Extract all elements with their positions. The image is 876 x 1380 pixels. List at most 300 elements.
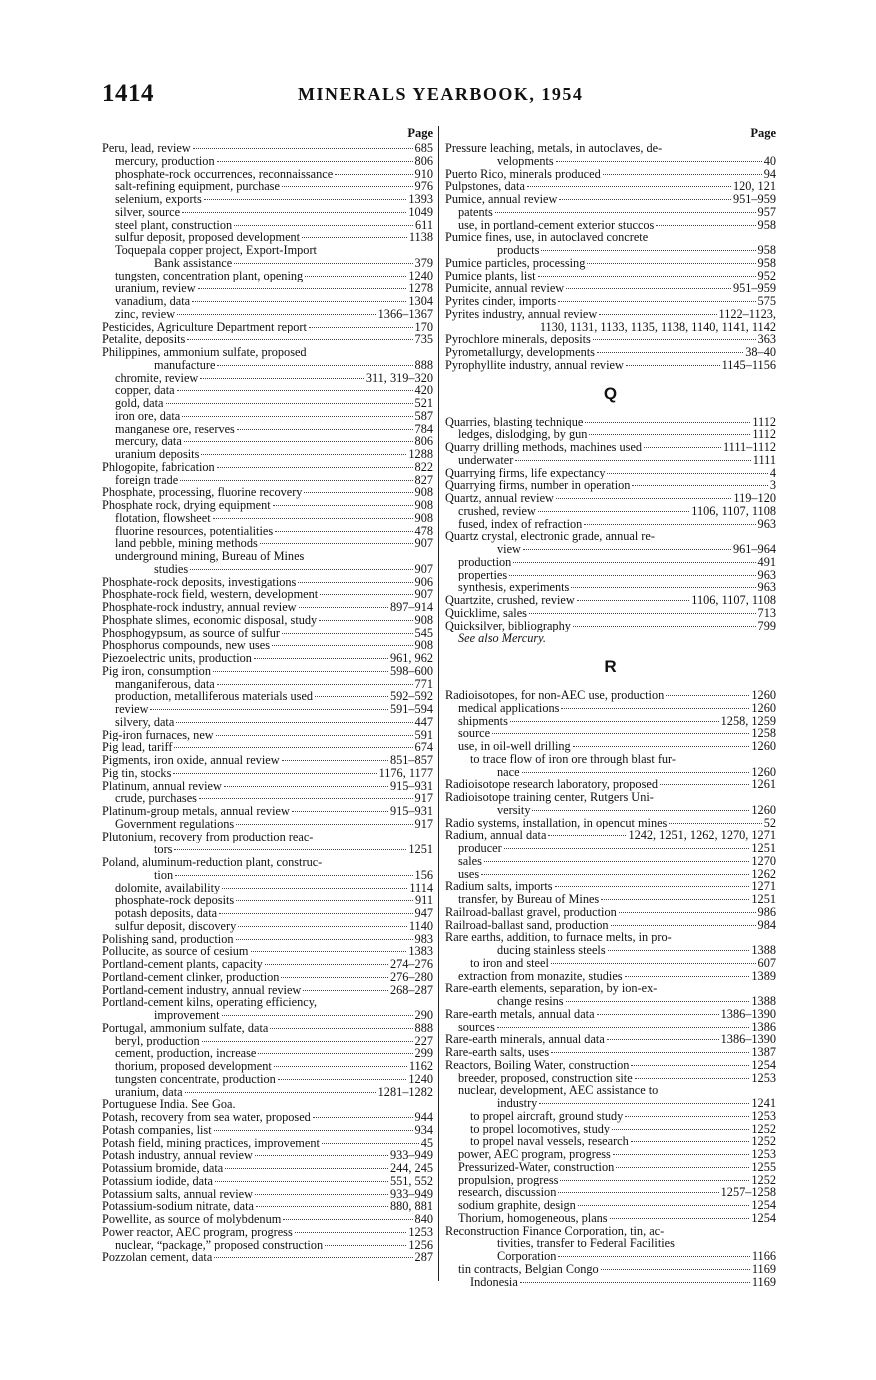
entry-term: improvement [154, 1009, 220, 1022]
dot-leader [660, 784, 749, 785]
entry-term: crude, purchases [115, 792, 197, 805]
dot-leader [584, 524, 755, 525]
entry-pages: 1242, 1251, 1262, 1270, 1271 [628, 829, 776, 842]
index-entry [102, 971, 433, 984]
entry-term: flotation, flowsheet [115, 511, 211, 525]
entry-term: Rare-earth salts, uses [445, 1046, 550, 1059]
entry-pages: 311, 319–320 [365, 371, 433, 385]
entry-term: tion [154, 868, 174, 882]
entry-term: underground mining, Bureau of Mines [115, 550, 305, 563]
dot-leader [335, 174, 412, 175]
index-entry [445, 880, 776, 893]
entry-term: vanadium, data [115, 295, 191, 308]
entry-term: Quarrying firms, life expectancy [445, 466, 606, 480]
entry-term: to propel naval vessels, research [470, 1135, 629, 1148]
dot-leader [608, 950, 750, 951]
entry-term: Piezoelectric units, production [102, 652, 252, 665]
entry-pages: 951–959 [732, 193, 776, 206]
entry-pages: 963 [757, 581, 776, 594]
index-entry [102, 410, 433, 423]
index-entry [102, 1009, 433, 1022]
entry-pages: 1253 [408, 1225, 433, 1239]
running-title: MINERALS YEARBOOK, 1954 [298, 84, 584, 104]
dot-leader [215, 1181, 388, 1182]
entry-term: Poland, aluminum-reduction plant, construc- [102, 856, 323, 869]
entry-term: Phosphogypsum, as source of sulfur [102, 626, 280, 640]
dot-leader [237, 429, 413, 430]
index-entry [445, 1212, 776, 1225]
entry-pages: 1254 [751, 1058, 776, 1072]
dot-leader [644, 447, 721, 448]
index-entry [102, 321, 433, 334]
index-entry [445, 970, 776, 983]
entry-pages: 1393 [408, 193, 433, 206]
dot-leader [597, 352, 743, 353]
index-entry [445, 906, 776, 919]
index-entry [445, 359, 776, 372]
dot-leader [254, 658, 388, 659]
entry-term: See also Mercury. [458, 632, 546, 645]
entry-term: thorium, proposed development [115, 1060, 272, 1073]
index-entry [102, 652, 433, 665]
dot-leader [304, 492, 412, 493]
entry-term: 1130, 1131, 1133, 1135, 1138, 1140, 1141, 1142 [539, 320, 776, 334]
dot-leader [236, 824, 412, 825]
entry-pages: 851–857 [389, 754, 433, 767]
entry-pages: 1278 [408, 282, 433, 295]
index-entry [445, 893, 776, 906]
entry-pages: 915–931 [389, 805, 433, 818]
entry-term: Indonesia [470, 1275, 518, 1289]
dot-leader [201, 454, 406, 455]
entry-term: Phosphate-rock field, western, development [102, 588, 319, 601]
entry-pages: 1288 [408, 448, 433, 461]
entry-term: Pig iron, consumption [102, 664, 211, 678]
entry-pages: 94 [763, 167, 776, 181]
index-entry [445, 804, 776, 817]
entry-term: Potash, recovery from sea water, proposed [102, 1111, 311, 1124]
entry-pages: 1169 [751, 1262, 776, 1276]
entry-pages: 880, 881 [389, 1200, 433, 1213]
index-entry [445, 581, 776, 594]
dot-leader [255, 1155, 388, 1156]
right-entry-list [445, 142, 776, 1288]
dot-leader [556, 498, 731, 499]
index-entry [102, 703, 433, 716]
entry-term: Reactors, Boiling Water, construction [445, 1058, 630, 1072]
entry-term: Phosphate, processing, fluorine recovery [102, 486, 303, 499]
index-entry [445, 467, 776, 480]
dot-leader [222, 1015, 413, 1016]
entry-term: Pressure leaching, metals, in autoclaves, de- [445, 142, 663, 155]
index-entry [102, 856, 433, 869]
entry-pages: 897–914 [389, 601, 433, 614]
entry-term: Power reactor, AEC program, progress [102, 1225, 293, 1239]
entry-pages: 1258, 1259 [720, 714, 776, 728]
entry-term: Pozzolan cement, data [102, 1251, 213, 1264]
dot-leader [150, 709, 387, 710]
index-entry [445, 1110, 776, 1123]
entry-term: Rare-earth minerals, annual data [445, 1033, 605, 1046]
entry-term: Pesticides, Agriculture Department report [102, 320, 307, 334]
dot-leader [527, 186, 731, 187]
dot-leader [216, 735, 413, 736]
entry-term: Quartz, annual review [445, 492, 554, 505]
entry-term: Portugal, ammonium sulfate, data [102, 1021, 269, 1035]
entry-pages: 907 [414, 562, 433, 576]
index-entry [102, 614, 433, 627]
index-entry [445, 957, 776, 970]
entry-term: ledges, dislodging, by gun [458, 428, 588, 441]
index-entry [102, 984, 433, 997]
dot-leader [192, 301, 406, 302]
index-entry [445, 257, 776, 270]
index-entry [445, 702, 776, 715]
entry-pages: 907 [414, 537, 433, 550]
dot-leader [177, 314, 376, 315]
entry-pages: 156 [414, 868, 433, 882]
dot-leader [265, 964, 388, 965]
dot-leader [213, 671, 388, 672]
entry-term: Quicksilver, bibliography [445, 619, 571, 633]
dot-leader [219, 913, 412, 914]
entry-term: Platinum, annual review [102, 779, 222, 793]
entry-term: Rare-earth metals, annual data [445, 1007, 595, 1021]
entry-pages: 958 [757, 218, 776, 232]
entry-pages: 1366–1367 [377, 307, 433, 321]
entry-term: Pyrites cinder, imports [445, 295, 557, 308]
index-entry [445, 1148, 776, 1161]
dot-leader [612, 1129, 749, 1130]
entry-term: dolomite, availability [115, 881, 221, 895]
index-entry [102, 563, 433, 576]
dot-leader [538, 511, 689, 512]
entry-pages: 545 [414, 626, 433, 640]
entry-pages: 1111 [752, 453, 776, 467]
index-entry [445, 295, 776, 308]
index-entry [445, 1059, 776, 1072]
entry-term: Potash industry, annual review [102, 1149, 253, 1162]
entry-pages: 1383 [408, 945, 433, 958]
entry-pages: 491 [757, 555, 776, 569]
entry-pages: 1281–1282 [377, 1085, 433, 1099]
index-entry [102, 435, 433, 448]
entry-pages: 910 [414, 167, 433, 181]
entry-pages: 274–276 [389, 958, 433, 971]
entry-term: Rare-earth elements, separation, by ion-ex- [445, 982, 658, 995]
dot-leader [566, 1001, 750, 1002]
index-entry [445, 556, 776, 569]
entry-term: Quicklime, sales [445, 606, 527, 620]
entry-term: Toquepala copper project, Export-Import [115, 244, 317, 257]
dot-leader [217, 684, 413, 685]
index-entry [102, 1137, 433, 1150]
dot-leader [325, 1245, 406, 1246]
entry-term: silver, source [115, 205, 181, 219]
dot-leader [202, 1041, 413, 1042]
entry-pages: 478 [414, 524, 433, 538]
dot-leader [273, 505, 413, 506]
dot-leader [175, 875, 412, 876]
entry-pages: 1241 [751, 1097, 776, 1110]
dot-leader [222, 888, 407, 889]
index-entry [445, 346, 776, 359]
entry-pages: 957 [757, 205, 776, 219]
dot-leader [319, 620, 412, 621]
dot-leader [611, 925, 756, 926]
index-entry [445, 479, 776, 492]
entry-pages: 120, 121 [732, 180, 776, 193]
index-entry [102, 180, 433, 193]
entry-pages: 45 [420, 1136, 433, 1150]
entry-pages: 911 [415, 894, 433, 907]
entry-pages: 1257–1258 [720, 1186, 776, 1199]
entry-term: Radium salts, imports [445, 880, 553, 893]
dot-leader [522, 772, 750, 773]
index-entry [445, 441, 776, 454]
entry-pages: 119–120 [733, 492, 776, 505]
entry-pages: 1389 [751, 969, 776, 983]
index-entry [445, 1237, 776, 1250]
entry-term: sales [458, 854, 482, 868]
index-entry [102, 754, 433, 767]
index-entry [102, 792, 433, 805]
dot-leader [601, 1269, 750, 1270]
index-entry [445, 518, 776, 531]
index-entry [102, 359, 433, 372]
entry-term: foreign trade [115, 473, 179, 487]
entry-term: sulfur deposit, proposed development [115, 231, 301, 244]
dot-leader [173, 773, 376, 774]
index-entry [445, 454, 776, 467]
dot-leader [577, 600, 690, 601]
entry-pages: 840 [414, 1213, 433, 1226]
entry-pages: 906 [414, 575, 433, 589]
dot-leader [561, 708, 749, 709]
index-entry [445, 1072, 776, 1085]
entry-pages: 591 [414, 728, 433, 742]
index-entry [102, 1162, 433, 1175]
index-entry [445, 168, 776, 181]
dot-leader [187, 339, 412, 340]
entry-term: producer [458, 842, 502, 855]
index-entry [102, 257, 433, 270]
index-entry [445, 270, 776, 283]
index-entry [102, 231, 433, 244]
entry-term: industry [497, 1097, 538, 1110]
entry-term: Pig tin, stocks [102, 766, 172, 780]
dot-leader [558, 301, 755, 302]
entry-term: sulfur deposit, discovery [115, 919, 237, 933]
index-entry [102, 270, 433, 283]
entry-pages: 290 [414, 1009, 433, 1022]
dot-leader [520, 1282, 750, 1283]
entry-pages: 4 [769, 466, 776, 480]
index-entry [445, 594, 776, 607]
entry-term: to propel aircraft, ground study [470, 1109, 624, 1123]
index-entry [445, 753, 776, 766]
index-entry [445, 944, 776, 957]
entry-term: sources [458, 1020, 495, 1034]
entry-term: Peru, lead, review [102, 142, 191, 155]
index-entry [445, 607, 776, 620]
dot-leader [166, 403, 413, 404]
entry-term: Pumice plants, list [445, 269, 536, 283]
entry-pages: 915–931 [389, 779, 433, 793]
entry-term: Pyrometallurgy, developments [445, 346, 595, 359]
index-entry [102, 193, 433, 206]
entry-pages: 908 [414, 639, 433, 652]
entry-term: extraction from monazite, studies [458, 969, 623, 983]
entry-term: Pig lead, tariff [102, 741, 173, 754]
dot-leader [217, 467, 413, 468]
entry-term: Radium, annual data [445, 829, 547, 842]
entry-pages: 963 [757, 517, 776, 531]
entry-term: ducing stainless steels [497, 944, 606, 957]
entry-term: uranium, data [115, 1085, 183, 1099]
index-entry [102, 372, 433, 385]
dot-leader [282, 760, 388, 761]
index-entry [102, 346, 433, 359]
dot-leader [616, 1167, 749, 1168]
dot-leader [255, 1194, 388, 1195]
column-divider [438, 126, 439, 1281]
entry-pages: 986 [757, 905, 776, 919]
dot-leader [272, 645, 412, 646]
entry-term: underwater [458, 453, 514, 467]
dot-leader [607, 473, 767, 474]
entry-pages: 575 [757, 295, 776, 308]
index-entry [445, 740, 776, 753]
dot-leader [182, 416, 412, 417]
dot-leader [302, 237, 407, 238]
entry-pages: 1252 [751, 1173, 776, 1187]
dot-leader [578, 1205, 750, 1206]
entry-term: silvery, data [115, 715, 175, 729]
entry-term: Pig-iron furnaces, new [102, 728, 214, 742]
entry-term: Railroad-ballast sand, production [445, 918, 609, 932]
index-entry [445, 569, 776, 582]
left-entry-list [102, 142, 433, 1264]
index-entry [445, 180, 776, 193]
dot-leader [556, 161, 762, 162]
index-entry [445, 416, 776, 429]
index-entry [445, 1161, 776, 1174]
entry-term: Potassium salts, annual review [102, 1187, 253, 1201]
dot-leader [566, 288, 731, 289]
dot-leader [298, 582, 412, 583]
entry-pages: 607 [757, 956, 776, 970]
entry-pages: 1271 [751, 880, 776, 893]
dot-leader [613, 1154, 750, 1155]
entry-pages: 1386 [751, 1020, 776, 1034]
entry-term: Portland-cement kilns, operating efficiency, [102, 996, 318, 1009]
entry-pages: 934 [414, 1123, 433, 1137]
entry-term: Portland-cement clinker, production [102, 970, 280, 984]
entry-pages: 806 [414, 435, 433, 448]
entry-pages: 1260 [751, 740, 776, 753]
entry-pages: 1240 [408, 269, 433, 283]
entry-pages: 3 [769, 479, 776, 492]
entry-term: Corporation [497, 1250, 557, 1263]
dot-leader [275, 531, 412, 532]
dot-leader [251, 951, 407, 952]
dot-leader [492, 733, 749, 734]
dot-leader [625, 1116, 749, 1117]
index-entry [102, 1035, 433, 1048]
entry-term: Portland-cement plants, capacity [102, 958, 263, 971]
index-entry [102, 920, 433, 933]
entry-term: Pressurized-Water, construction [458, 1160, 615, 1174]
entry-term: production [458, 555, 512, 569]
dot-leader [560, 1180, 749, 1181]
index-entry [102, 716, 433, 729]
dot-leader [555, 886, 750, 887]
entry-pages: 551, 552 [389, 1174, 433, 1188]
entry-term: velopments [497, 154, 554, 168]
entry-pages: 827 [414, 473, 433, 487]
page-number: 1414 [102, 80, 154, 107]
entry-pages: 38–40 [745, 346, 776, 359]
entry-pages: 1253 [751, 1109, 776, 1123]
index-entry [102, 308, 433, 321]
entry-pages: 521 [414, 397, 433, 410]
entry-term: to trace flow of iron ore through blast fur- [470, 752, 677, 766]
entry-pages: 951–959 [732, 282, 776, 295]
index-entry [102, 474, 433, 487]
entry-pages: 1261 [751, 778, 776, 791]
entry-term: chromite, review [115, 371, 199, 385]
dot-leader [539, 1103, 749, 1104]
index-entry [445, 206, 776, 219]
entry-pages: 1138 [408, 231, 433, 244]
index-entry [102, 907, 433, 920]
entry-term: use, in oil-well drilling [458, 740, 571, 753]
entry-term: land pebble, mining methods [115, 537, 258, 550]
entry-term: Potash companies, list [102, 1123, 212, 1137]
entry-term: salt-refining equipment, purchase [115, 180, 280, 193]
entry-pages: 983 [414, 932, 433, 946]
dot-leader [656, 225, 755, 226]
entry-term: phosphate-rock occurrences, reconnaissance [115, 167, 334, 181]
dot-leader [601, 899, 749, 900]
entry-pages: 1260 [751, 765, 776, 779]
entry-term: Phosphate rock, drying equipment [102, 499, 271, 512]
entry-term: zinc, review [115, 307, 176, 321]
dot-leader [589, 434, 750, 435]
dot-leader [515, 460, 750, 461]
entry-pages: 244, 245 [389, 1162, 433, 1175]
entry-term: Pyrochlore minerals, deposits [445, 333, 591, 346]
entry-term: Quarrying firms, number in operation [445, 479, 631, 492]
index-entry [102, 678, 433, 691]
entry-term: patents [458, 205, 493, 219]
entry-pages: 958 [757, 244, 776, 257]
entry-term: Pumice, annual review [445, 193, 558, 206]
index-entry [102, 843, 433, 856]
dot-leader [322, 1143, 419, 1144]
index-entry [102, 690, 433, 703]
dot-leader [190, 569, 412, 570]
index-entry [445, 321, 776, 334]
dot-leader [513, 562, 755, 563]
index-entry [102, 512, 433, 525]
index-entry [445, 155, 776, 168]
entry-pages: 1388 [751, 995, 776, 1008]
entry-term: Pollucite, as source of cesium [102, 945, 249, 958]
entry-term: fluorine resources, potentialities [115, 524, 274, 538]
entry-pages: 1252 [751, 1122, 776, 1136]
